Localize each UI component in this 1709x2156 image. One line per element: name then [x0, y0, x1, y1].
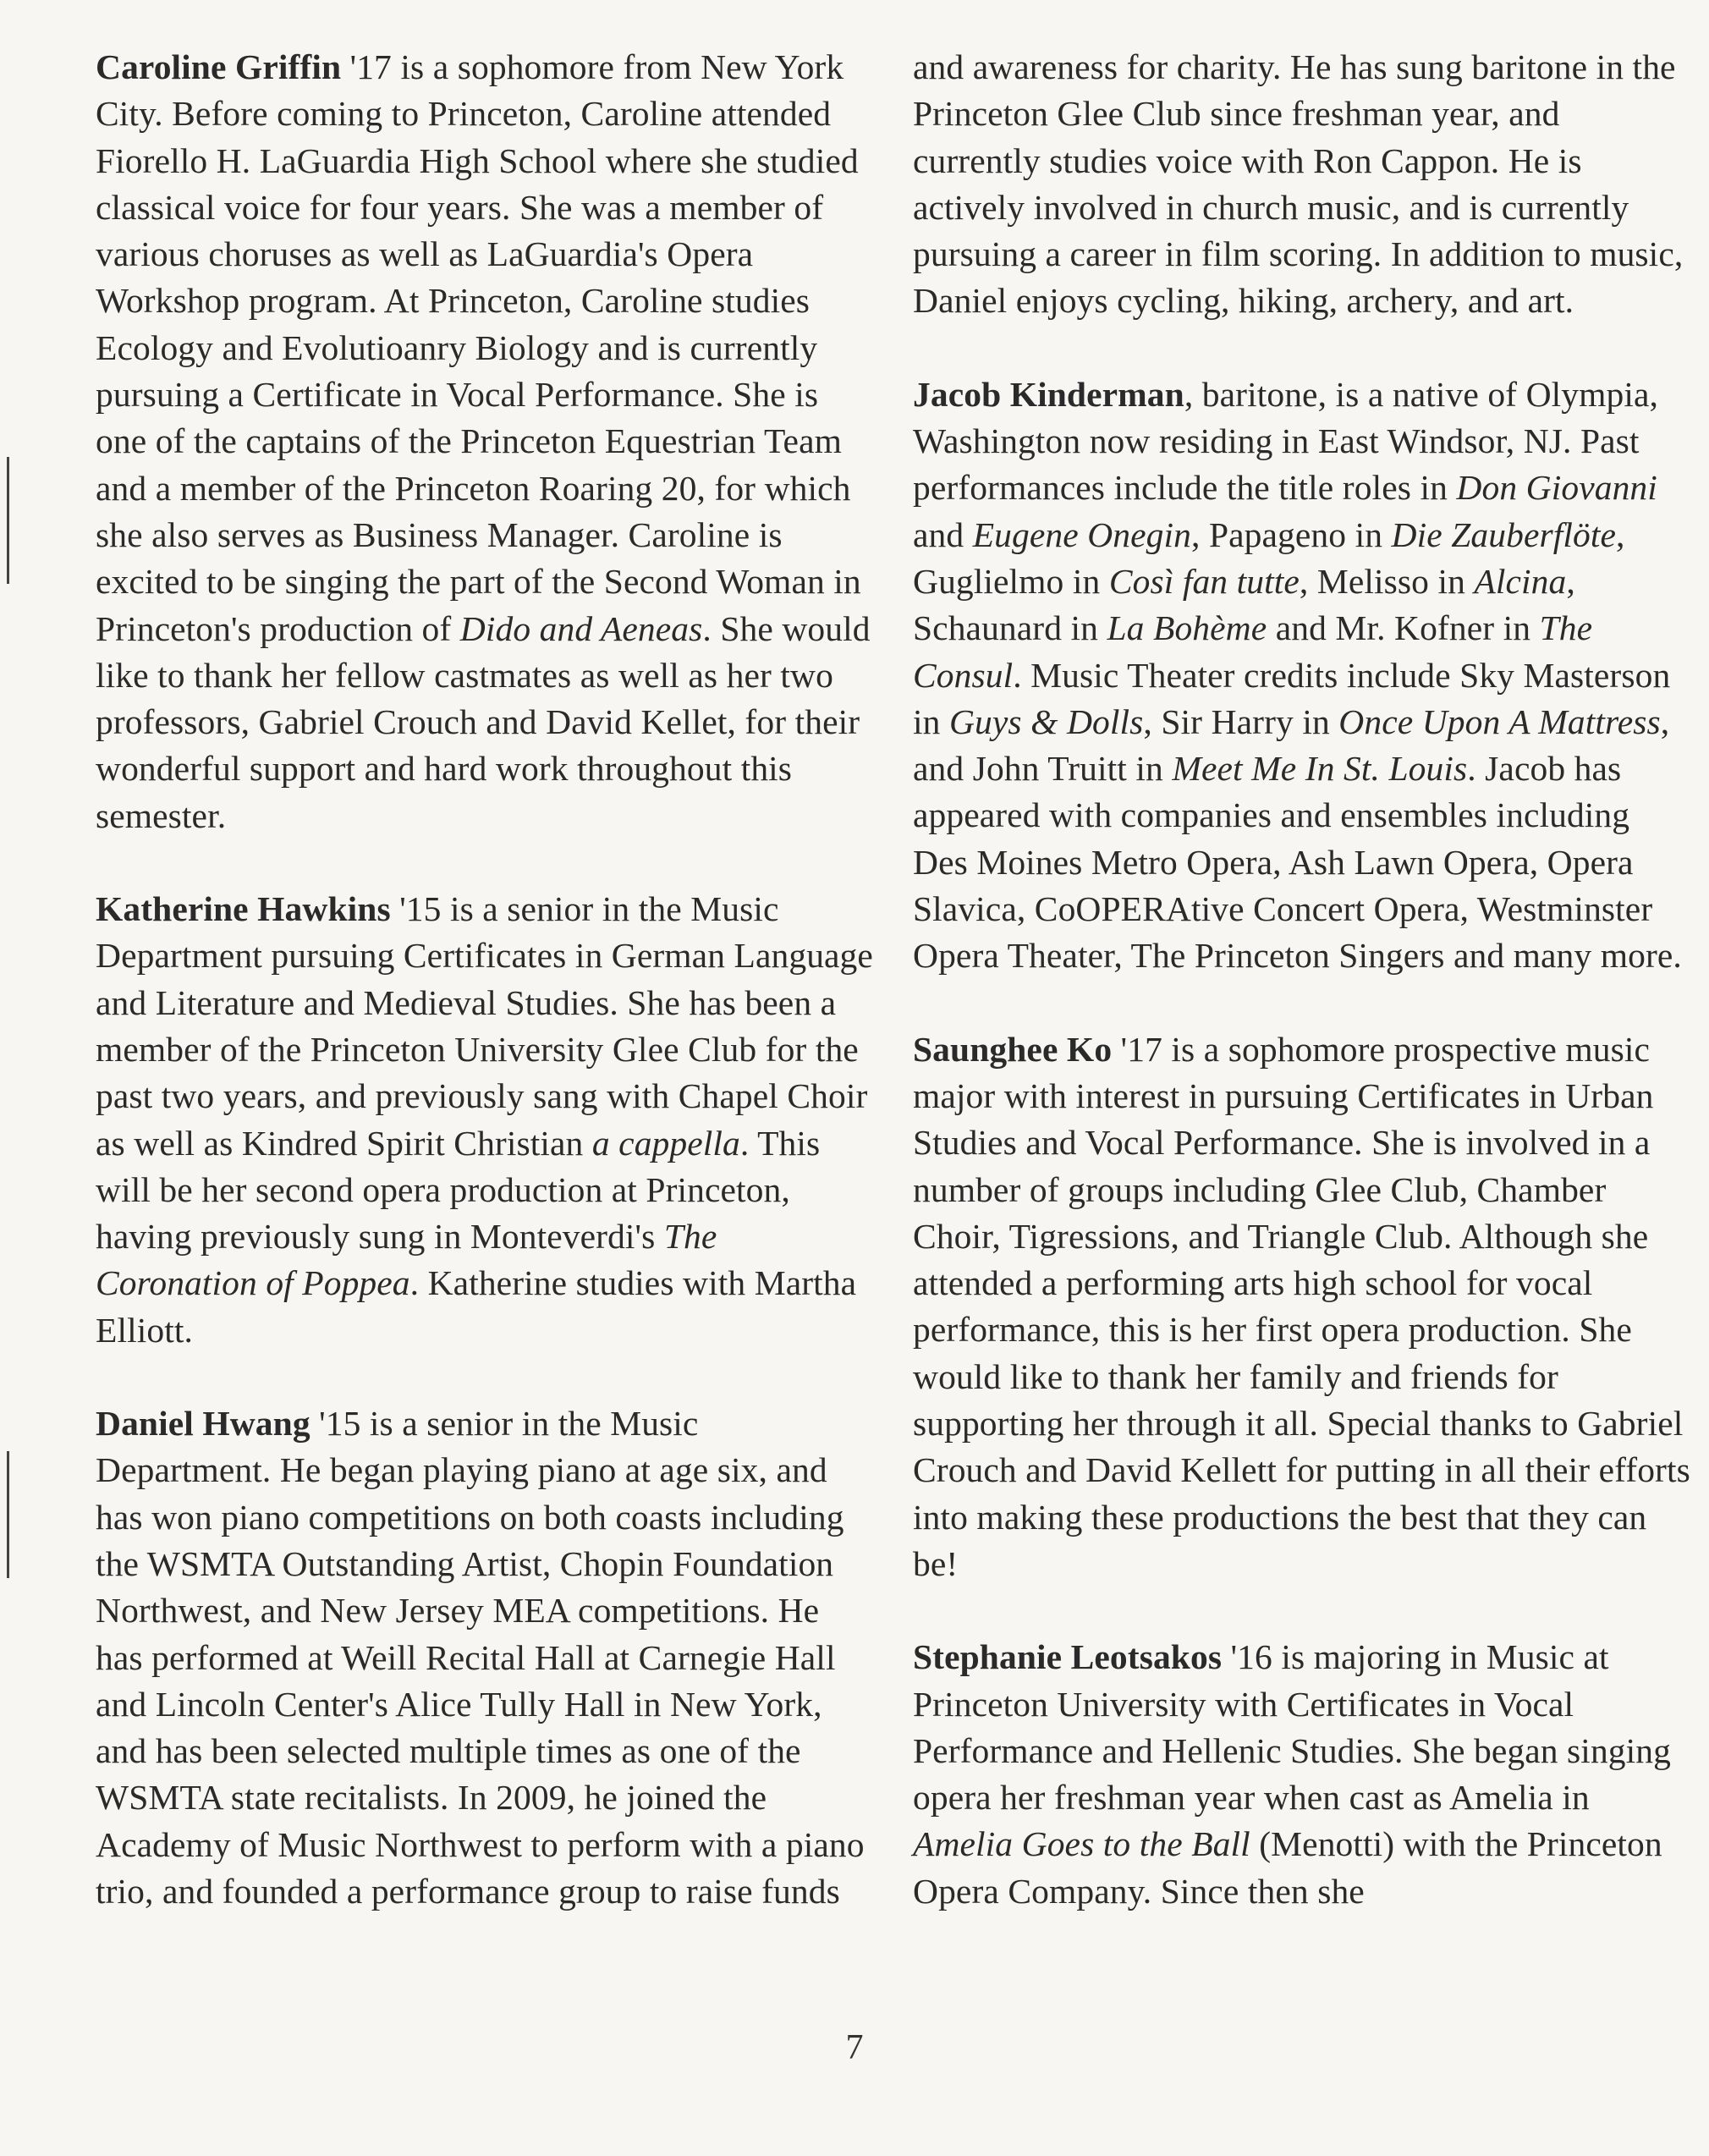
bio-title: Così fan tutte — [1108, 561, 1300, 601]
bio-stephanie-leotsakos — [913, 1634, 1691, 1915]
bio-text: , baritone, is a native of Olympia, Washington now residing in East Windsor, NJ. Past performances include the title roles in — [913, 374, 1658, 508]
bio-title: The Coronation of Poppea — [96, 1217, 717, 1303]
margin-mark — [7, 1451, 9, 1578]
bio-text: '16 is majoring in Music at Princeton University with Certificates in Vocal Performance and Hellenic Studies. She began singing opera her freshman year when cast as Amelia in — [913, 1637, 1671, 1818]
bio-text: '17 is a sophomore prospective music major with interest in pursuing Certificates in Urban Studies and Vocal Performance. She is involved in a number of groups including Glee Club, Chamber Choir, Tigressions, and Triangle Club. Although she attended a performing arts high school for vocal performance, this is her first opera production. She would like to thank her family and friends for supporting her through it all. Special thanks to Gabriel Crouch and David Kellett for putting in all their efforts into making these productions the best that they can be! — [913, 1029, 1690, 1583]
bio-text: . Katherine studies with Martha Elliott. — [96, 1263, 857, 1350]
bio-title: Once Upon A Mattress — [1338, 701, 1661, 741]
bio-title: Eugene Onegin — [972, 514, 1191, 554]
bio-caroline-griffin — [96, 44, 874, 839]
bio-title: Amelia Goes to the Ball — [913, 1824, 1250, 1864]
bio-text: and awareness for charity. He has sung baritone in the Princeton Glee Club since freshman year, and currently studies voice with Ron Cappon. He is actively involved in church music, and is currently pursuing a career in film scoring. In addition to music, Daniel enjoys cycling, hiking, archery, and art. — [913, 47, 1684, 321]
bio-text: '15 is a senior in the Music Department pursuing Certificates in German Language and Literature and Medieval Studies. She has been a member of the Princeton University Glee Club for the past two years, and previously sang with Chapel Choir as well as Kindred Spirit Christian — [96, 889, 873, 1163]
bio-katherine-hawkins — [96, 886, 874, 1354]
bio-title: Die Zauberflöte — [1391, 514, 1616, 554]
bio-title: Guys & Dolls — [948, 701, 1144, 741]
bio-text: , Schaunard in — [913, 561, 1575, 648]
bio-text: , Sir Harry in — [1143, 701, 1339, 741]
bio-title: The Consul — [913, 608, 1593, 695]
right-column — [913, 44, 1691, 1961]
bio-daniel-hwang-continued — [913, 44, 1691, 325]
bio-name: Caroline Griffin — [96, 47, 342, 86]
left-column — [96, 44, 874, 1961]
bio-name: Stephanie Leotsakos — [913, 1637, 1223, 1677]
bio-text: '17 is a sophomore from New York City. Before coming to Princeton, Caroline attended Fiorello H. LaGuardia High School where she studied classical voice for four years. She was a member of various choruses as well as LaGuardia's Opera Workshop program. At Princeton, Caroline studies Ecology and Evolutioanry Biology and is currently pursuing a Certificate in Vocal Performance. She is one of the captains of the Princeton Equestrian Team and a member of the Princeton Roaring 20, for which she also serves as Business Manager. Caroline is excited to be singing the part of the Second Woman in Princeton's production of — [96, 47, 861, 648]
bio-text: , and John Truitt in — [913, 701, 1670, 789]
bio-text: . Music Theater credits include Sky Masterson in — [913, 655, 1671, 741]
bio-text: , Guglielmo in — [913, 514, 1625, 601]
bio-name: Daniel Hwang — [96, 1404, 310, 1444]
bio-text: . Jacob has appeared with companies and ensembles including Des Moines Metro Opera, Ash Lawn Opera, Opera Slavica, CoOPERAtive Concert Opera, Westminster Opera Theater, The Princeton Singers and many more. — [913, 749, 1682, 976]
bio-text: and Mr. Kofner in — [1267, 608, 1540, 648]
bio-jacob-kinderman — [913, 371, 1691, 980]
bio-text: (Menotti) with the Princeton Opera Company. Since then she — [913, 1824, 1662, 1911]
bio-name: Katherine Hawkins — [96, 889, 391, 929]
bio-text: and — [913, 514, 973, 554]
bio-text: . This will be her second opera production at Princeton, having previously sung in Monteverdi's — [96, 1123, 821, 1257]
bio-saunghee-ko — [913, 1026, 1691, 1588]
bio-text: '15 is a senior in the Music Department. He began playing piano at age six, and has won piano competitions on both coasts including the WSMTA Outstanding Artist, Chopin Foundation Northwest, and New Jersey MEA competitions. He has performed at Weill Recital Hall at Carnegie Hall and Lincoln Center's Alice Tully Hall in New York, and has been selected multiple times as one of the WSMTA state recitalists. In 2009, he joined the Academy of Music Northwest to perform with a piano trio, and founded a performance group to raise funds — [96, 1404, 865, 1911]
bio-name: Jacob Kinderman — [913, 374, 1184, 414]
page-number: 7 — [845, 2028, 864, 2067]
bio-text: , Papageno in — [1191, 514, 1392, 554]
bio-title: a cappella — [591, 1123, 740, 1163]
bio-daniel-hwang — [96, 1400, 874, 1915]
bio-name: Saunghee Ko — [913, 1029, 1113, 1069]
bio-title: Dido and Aeneas — [459, 608, 703, 648]
bio-title: Alcina — [1474, 561, 1567, 601]
bio-title: Don Giovanni — [1456, 468, 1657, 508]
bio-title: Meet Me In St. Louis — [1172, 749, 1468, 789]
bio-title: La Bohème — [1107, 608, 1267, 648]
bio-text: , Melisso in — [1299, 561, 1475, 601]
bio-text: . She would like to thank her fellow castmates as well as her two professors, Gabriel Crouch and David Kellet, for their wonderful support and hard work throughout this semester. — [96, 608, 871, 835]
margin-mark — [7, 457, 9, 584]
